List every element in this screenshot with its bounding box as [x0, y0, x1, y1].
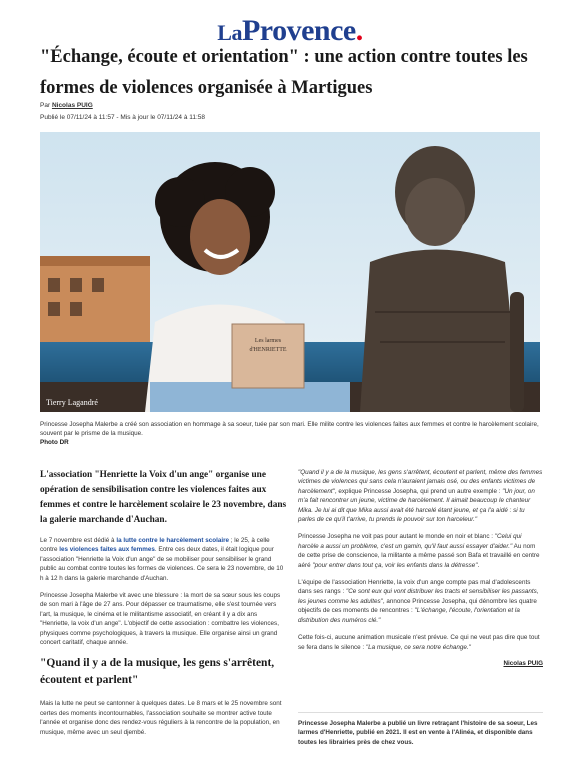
article-photo: [40, 132, 540, 412]
quote-paragraph-4: [298, 633, 543, 652]
la-provence-logo[interactable]: LaProvence.: [217, 14, 363, 47]
photo-caption: [40, 420, 540, 447]
p4-quote: "La musique, ce sera notre échange.": [365, 643, 471, 651]
caption-text: Princesse Josepha Malerbe a créé son association en hommage à sa soeur, tuée par son mari. Elle milite contre les violences faites aux femmes et contre le harcèlement scolaire, souvent par le prisme de la musique.: [40, 421, 539, 437]
left-column: [40, 468, 288, 745]
article-signature[interactable]: Nicolas PUIG: [503, 659, 543, 667]
p3-text-a: L'équipe de l'association Henriette, la voix d'un ange compte pas mal d'adolescents dans ses rangs :: [298, 579, 531, 596]
p2-text-a: Princesse Josepha ne voit pas pour autant le monde en noir et blanc :: [298, 533, 495, 541]
p4-text-a: Cette fois-ci, aucune animation musicale n'est prévue. Ce qui ne veut pas dire que tout se fera dans le silence :: [298, 634, 540, 651]
quote-paragraph-1: [298, 468, 543, 524]
p3-text-b: , annonce Princesse Josepha, qui dénombre les quatre objectifs de ces moments de rencontres :: [298, 597, 537, 615]
right-column: [298, 468, 543, 667]
p1-text-c: . Entre ces deux dates, il était logique pour l'association "Henriette la Voix d'un ange" de se mobiliser pour sensibiliser le grand public au combat contre toutes les formes de violences. Ce sera le 23 novembre, de 10 h à 12 h dans la galerie marchande d'Auchan.: [40, 546, 284, 582]
book-title-line-2: d'HENRIETTE: [249, 347, 287, 353]
publish-dates: Publié le 07/11/24 à 11:57 - Mis à jour le 07/11/24 à 11:58: [40, 114, 206, 121]
quote-2: "Un jour, on m'a fait rencontrer un jeune, victime de harcèlement. Il aimait beaucoup le chanteur Mika. Je lui ai dit que Mika aussi avait été harcelé étant jeune, et ça l'a aidé : si tu parles de ce qu'il t'arrive, tu prends le pouvoir sur ton harceleur.": [298, 487, 535, 524]
paragraph-3: Mais la lutte ne peut se cantonner à quelques dates. Le 8 mars et le 25 novembre sont certes des moments incontournables, l'association souhaite se montrer active toute l'année et organise donc des rendez-vous réguliers à la rencontre de la population, en musique, même avec un seul djembé.: [40, 700, 282, 736]
p3-quote: "Ce sont eux qui vont distribuer les tracts et sensibiliser les passants, les jeunes comme les adultes": [298, 588, 539, 605]
article-subhead: "Quand il y a de la musique, les gens s'arrêtent, écoutent et parlent": [40, 657, 275, 687]
link-violences-femmes[interactable]: les violences faites aux femmes: [59, 546, 155, 554]
byline: [40, 102, 93, 109]
p2-quote-2: "pour entrer dans tout ça, voir les enfants dans la détresse": [312, 561, 478, 569]
paragraph-1: [40, 536, 288, 583]
p2-quote: "Celui qui harcèle a aussi un problème, c'est un gamin, qu'il faut aussi essayer d'aider.": [298, 533, 522, 550]
quote-paragraph-3: [298, 578, 543, 625]
book-title-line-1: Les larmes: [254, 338, 282, 344]
p1-text-b: ; le 25, à celle contre: [40, 537, 270, 554]
book-footnote: Princesse Josepha Malerbe a publié un livre retraçant l'histoire de sa soeur, Les larmes d'Henriette, publié en 2021. Il est en vente à l'Alinéa, et disponible dans toutes les librairies près de chez vous.: [298, 712, 543, 747]
quote-paragraph-2: [298, 532, 543, 570]
article-title: "Échange, écoute et orientation" : une action contre toutes les formes de violences organisée à Martigues: [40, 47, 528, 98]
quote-1-attribution: , explique Princesse Josepha, qui prend un autre exemple :: [334, 487, 503, 495]
caption-photo-credit: Photo DR: [40, 439, 69, 446]
article-lead: L'association "Henriette la Voix d'un ange" organise une opération de sensibilisation contre les violences faites aux femmes et contre le harcèlement scolaire le 23 novembre, dans la galerie marchande d'Auchan.: [40, 470, 287, 525]
p2-text-b: Au nom de cette prise de conscience, la militante a même passé son Bafa et travaillé en centre aéré: [298, 542, 540, 569]
p3-quote-2: "L'échange, l'écoute, l'orientation et la distribution des numéros clé.": [298, 607, 520, 624]
p1-text-a: Le 7 novembre est dédié à: [40, 537, 117, 544]
photo-illustration: [40, 132, 540, 412]
photo-credit-overlay: Tierry Lagandré: [46, 398, 98, 407]
link-harcelement-scolaire[interactable]: la lutte contre le harcèlement scolaire: [116, 537, 230, 544]
byline-prefix: Par: [40, 102, 51, 109]
p2-text-c: .: [477, 561, 480, 569]
paragraph-2: Princesse Josepha Malerbe vit avec une blessure : la mort de sa sœur sous les coups de son mari à l'âge de 27 ans. Pour dépasser ce traumatisme, elle s'est tournée vers l'art, la musique, le cinéma et le militantisme associatif, en créant il y a dix ans "Henriette, la voix d'un ange". L'objectif de cette association : combattre les violences, physiques comme psychologiques, à travers la musique. Elle organise ainsi un grand concert caritatif, chaque année.: [40, 592, 281, 647]
quote-1: "Quand il y a de la musique, les gens s'arrêtent, écoutent et parlent, même des femmes victimes de violences qui sans cela n'auraient jamais osé, ou des enfants victimes de harcèlement": [298, 469, 543, 495]
author-link[interactable]: Nicolas PUIG: [51, 102, 93, 109]
